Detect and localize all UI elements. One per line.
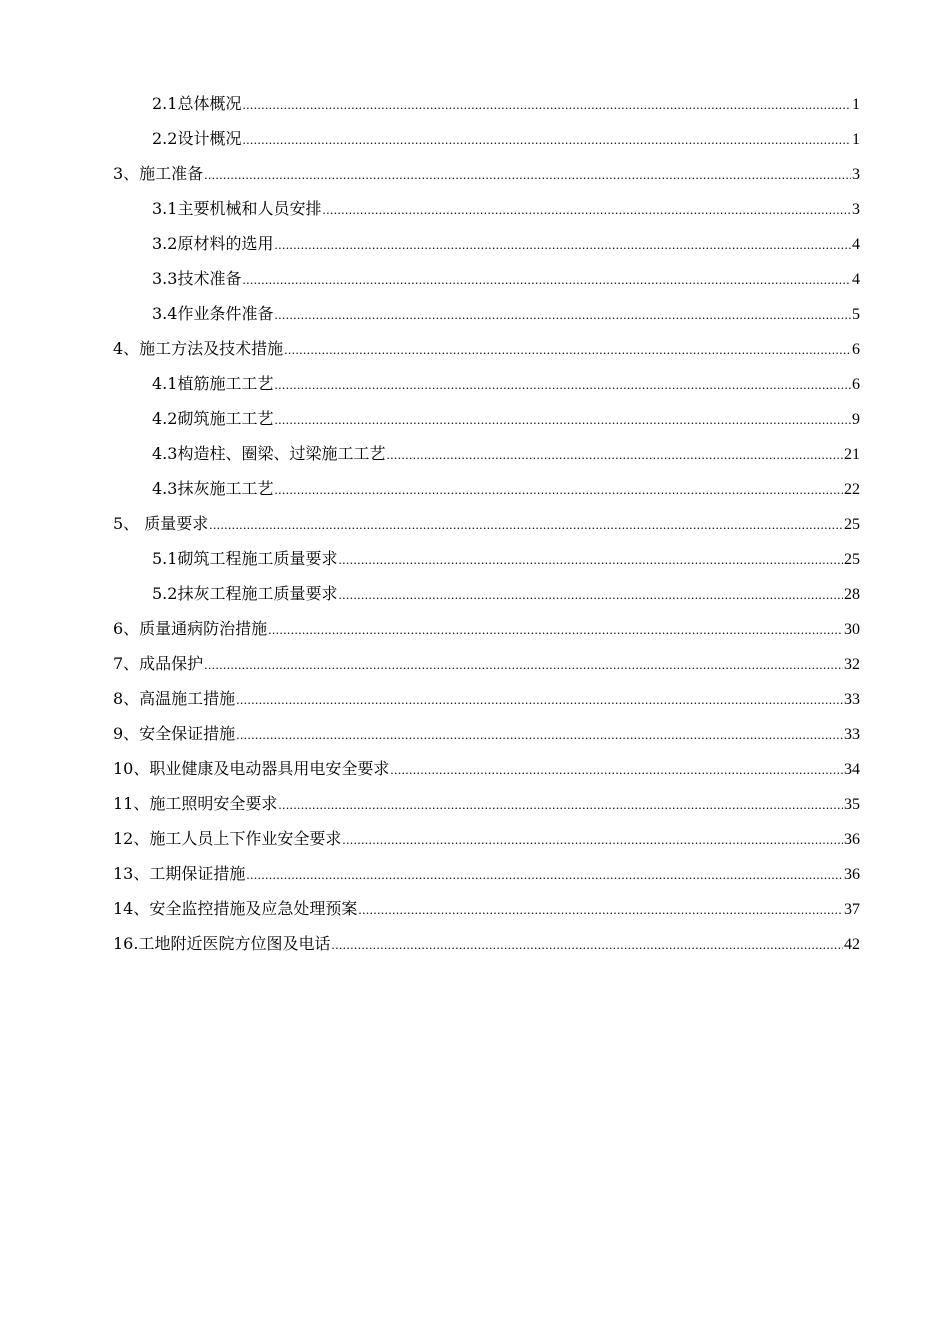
toc-dot-leader bbox=[386, 437, 843, 472]
toc-entry[interactable] bbox=[113, 506, 860, 541]
toc-entry-title: 16.工地附近医院方位图及电话 bbox=[113, 934, 331, 953]
toc-dot-leader bbox=[204, 647, 843, 682]
toc-entry-page-number: 6 bbox=[852, 341, 860, 358]
toc-dot-leader bbox=[209, 507, 843, 542]
toc-entry[interactable] bbox=[113, 611, 860, 646]
toc-entry[interactable] bbox=[113, 576, 860, 611]
toc-dot-leader bbox=[242, 87, 851, 122]
toc-entry-page-number: 34 bbox=[844, 761, 860, 778]
toc-entry-page-number: 4 bbox=[852, 271, 860, 288]
toc-entry-page-number: 22 bbox=[844, 481, 860, 498]
toc-entry-page-number: 32 bbox=[844, 656, 860, 673]
toc-entry-title: 3.3技术准备 bbox=[152, 269, 242, 288]
toc-entry-title: 2.2设计概况 bbox=[152, 129, 242, 148]
toc-entry-page-number: 36 bbox=[844, 831, 860, 848]
toc-entry[interactable] bbox=[113, 786, 860, 821]
toc-entry[interactable] bbox=[113, 261, 860, 296]
toc-entry[interactable] bbox=[113, 856, 860, 891]
toc-entry[interactable] bbox=[113, 891, 860, 926]
toc-entry[interactable] bbox=[113, 401, 860, 436]
toc-entry-page-number: 3 bbox=[852, 201, 860, 218]
toc-entry-title: 10、职业健康及电动器具用电安全要求 bbox=[113, 759, 390, 778]
toc-dot-leader bbox=[242, 262, 851, 297]
toc-entry-page-number: 33 bbox=[844, 691, 860, 708]
toc-entry[interactable] bbox=[113, 121, 860, 156]
toc-entry-page-number: 37 bbox=[844, 901, 860, 918]
toc-dot-leader bbox=[246, 857, 843, 892]
toc-dot-leader bbox=[331, 927, 843, 962]
toc-entry[interactable] bbox=[113, 471, 860, 506]
toc-entry-title: 4.3抹灰施工工艺 bbox=[152, 479, 274, 498]
toc-entry-title: 14、安全监控措施及应急处理预案 bbox=[113, 899, 358, 918]
toc-entry-title: 5.2抹灰工程施工质量要求 bbox=[152, 584, 338, 603]
toc-dot-leader bbox=[390, 752, 843, 787]
toc-dot-leader bbox=[338, 542, 843, 577]
toc-entry[interactable] bbox=[113, 226, 860, 261]
toc-entry-page-number: 1 bbox=[852, 131, 860, 148]
toc-dot-leader bbox=[274, 297, 851, 332]
toc-entry[interactable] bbox=[113, 681, 860, 716]
toc-dot-leader bbox=[358, 892, 843, 927]
toc-entry[interactable] bbox=[113, 331, 860, 366]
toc-entry[interactable] bbox=[113, 646, 860, 681]
toc-dot-leader bbox=[268, 612, 843, 647]
toc-dot-leader bbox=[242, 122, 851, 157]
toc-entry[interactable] bbox=[113, 191, 860, 226]
toc-dot-leader bbox=[274, 402, 851, 437]
toc-entry-page-number: 5 bbox=[852, 306, 860, 323]
toc-entry-title: 13、工期保证措施 bbox=[113, 864, 246, 883]
toc-entry-title: 5.1砌筑工程施工质量要求 bbox=[152, 549, 338, 568]
toc-entry[interactable] bbox=[113, 156, 860, 191]
toc-entry-page-number: 33 bbox=[844, 726, 860, 743]
toc-dot-leader bbox=[284, 332, 851, 367]
toc-entry-title: 6、质量通病防治措施 bbox=[113, 619, 268, 638]
toc-dot-leader bbox=[236, 682, 843, 717]
toc-entry-title: 3.2原材料的选用 bbox=[152, 234, 274, 253]
table-of-contents bbox=[113, 86, 860, 961]
toc-entry-title: 12、施工人员上下作业安全要求 bbox=[113, 829, 342, 848]
toc-entry[interactable] bbox=[113, 926, 860, 961]
toc-entry[interactable] bbox=[113, 296, 860, 331]
toc-entry-title: 4、施工方法及技术措施 bbox=[113, 339, 284, 358]
toc-entry-page-number: 36 bbox=[844, 866, 860, 883]
toc-dot-leader bbox=[204, 157, 851, 192]
toc-entry-title: 4.2砌筑施工工艺 bbox=[152, 409, 274, 428]
toc-entry-page-number: 35 bbox=[844, 796, 860, 813]
toc-entry-page-number: 25 bbox=[844, 516, 860, 533]
toc-entry[interactable] bbox=[113, 86, 860, 121]
toc-dot-leader bbox=[322, 192, 851, 227]
toc-entry-title: 11、施工照明安全要求 bbox=[113, 794, 278, 813]
toc-entry[interactable] bbox=[113, 436, 860, 471]
toc-entry-title: 3.4作业条件准备 bbox=[152, 304, 274, 323]
toc-dot-leader bbox=[278, 787, 843, 822]
toc-entry-title: 9、安全保证措施 bbox=[113, 724, 236, 743]
toc-entry[interactable] bbox=[113, 541, 860, 576]
toc-entry-title: 4.3构造柱、圈梁、过梁施工工艺 bbox=[152, 444, 386, 463]
toc-entry-page-number: 6 bbox=[852, 376, 860, 393]
toc-entry[interactable] bbox=[113, 366, 860, 401]
toc-entry-title: 3、施工准备 bbox=[113, 164, 204, 183]
toc-dot-leader bbox=[274, 472, 843, 507]
toc-entry-page-number: 9 bbox=[852, 411, 860, 428]
toc-entry-title: 3.1主要机械和人员安排 bbox=[152, 199, 322, 218]
toc-entry-page-number: 4 bbox=[852, 236, 860, 253]
toc-entry-page-number: 21 bbox=[844, 446, 860, 463]
toc-entry-page-number: 25 bbox=[844, 551, 860, 568]
toc-entry-title: 4.1植筋施工工艺 bbox=[152, 374, 274, 393]
toc-entry-page-number: 28 bbox=[844, 586, 860, 603]
toc-dot-leader bbox=[342, 822, 843, 857]
toc-entry[interactable] bbox=[113, 716, 860, 751]
toc-entry-title: 2.1总体概况 bbox=[152, 94, 242, 113]
toc-entry-title: 5、 质量要求 bbox=[113, 514, 209, 533]
toc-entry-page-number: 1 bbox=[852, 96, 860, 113]
toc-dot-leader bbox=[274, 367, 851, 402]
toc-dot-leader bbox=[338, 577, 843, 612]
toc-entry[interactable] bbox=[113, 821, 860, 856]
toc-dot-leader bbox=[274, 227, 851, 262]
toc-entry-title: 8、高温施工措施 bbox=[113, 689, 236, 708]
toc-entry[interactable] bbox=[113, 751, 860, 786]
toc-entry-page-number: 3 bbox=[852, 166, 860, 183]
toc-entry-title: 7、成品保护 bbox=[113, 654, 204, 673]
toc-entry-page-number: 42 bbox=[844, 936, 860, 953]
toc-entry-page-number: 30 bbox=[844, 621, 860, 638]
toc-dot-leader bbox=[236, 717, 843, 752]
